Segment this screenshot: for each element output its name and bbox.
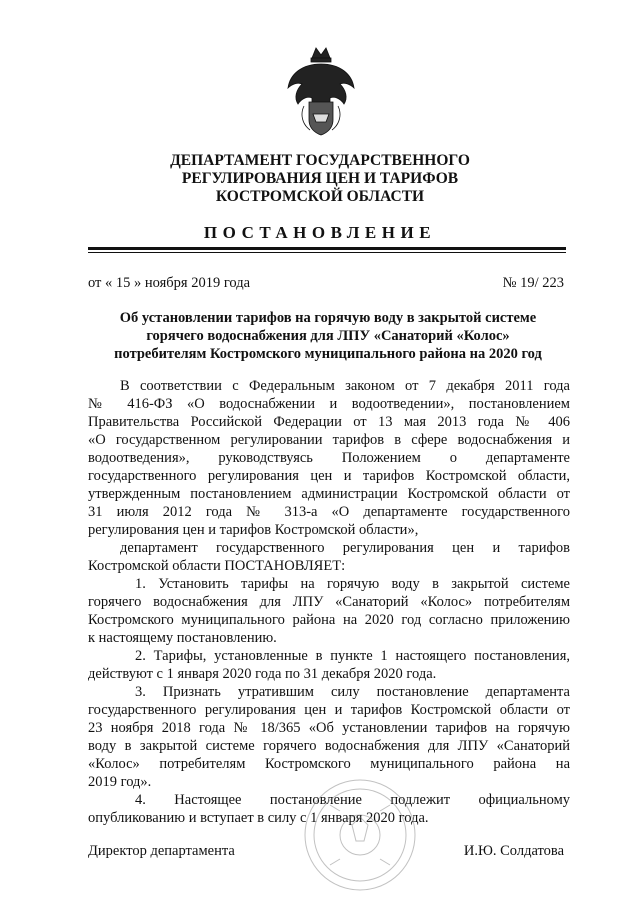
body-line: Костромской области ПОСТАНОВЛЯЕТ: xyxy=(88,558,346,574)
body-line: № 416-ФЗ «О водоснабжении и водоотведении», постановлением xyxy=(88,396,570,412)
body-line: регулирования цен и тарифов Костромской области», xyxy=(88,522,419,538)
header-divider-thin xyxy=(88,252,566,253)
subject-line: потребителям Костромского муниципального района на 2020 год xyxy=(114,346,542,362)
body-line: 23 ноября 2018 года № 18/365 «Об установлении тарифов на горячую xyxy=(88,720,570,736)
subject-line: горячего водоснабжения для ЛПУ «Санаторий «Колос» xyxy=(146,328,510,344)
body-line: 2. Тарифы, установленные в пункте 1 настоящего постановления, xyxy=(135,648,570,664)
body-line: воду в закрытой системе горячего водоснабжения для ЛПУ «Санаторий xyxy=(88,738,570,754)
body-line: 1. Установить тарифы на горячую воду в закрытой системе xyxy=(135,576,570,592)
body-line: государственного регулирования цен и тарифов Костромской области, xyxy=(88,468,570,484)
body-line: В соответствии с Федеральным законом от 7 декабря 2011 года xyxy=(120,378,570,394)
department-name-line: КОСТРОМСКОЙ ОБЛАСТИ xyxy=(215,188,425,205)
department-name-line: ДЕПАРТАМЕНТ ГОСУДАРСТВЕННОГО xyxy=(170,152,470,169)
body-line: водоотведения», руководствуясь Положением о департаменте xyxy=(88,450,570,466)
body-line: действуют с 1 января 2020 года по 31 декабря 2020 года. xyxy=(88,666,437,682)
body-line: горячего водоснабжения для ЛПУ «Санаторий «Колос» потребителям xyxy=(88,594,570,610)
document-type-title: ПОСТАНОВЛЕНИЕ xyxy=(203,223,437,242)
official-stamp xyxy=(300,775,420,895)
body-line: 4. Настоящее постановление подлежит официальному xyxy=(135,792,570,808)
signatory-position: Директор департамента xyxy=(88,843,235,859)
body-line: утвержденным постановлением администрации Костромской области от xyxy=(88,486,570,502)
document-number: № 19/ 223 xyxy=(502,275,564,291)
signatory-name: И.Ю. Солдатова xyxy=(463,843,564,859)
body-line: 3. Признать утратившим силу постановление департамента xyxy=(135,684,570,700)
body-line: Костромского муниципального района на 2020 год согласно приложению xyxy=(88,612,570,628)
body-line: Правительства Российской Федерации от 13 мая 2013 года № 406 xyxy=(88,414,570,430)
body-line: 2019 год». xyxy=(88,774,152,790)
body-line: государственного регулирования цен и тарифов Костромской области от xyxy=(88,702,570,718)
body-line: опубликованию и вступает в силу с 1 января 2020 года. xyxy=(88,810,429,826)
body-line: 31 июля 2012 года № 313-а «О департаменте государственного xyxy=(88,504,570,520)
header-divider-thick xyxy=(88,247,566,250)
coat-of-arms-emblem xyxy=(282,44,360,138)
body-line: к настоящему постановлению. xyxy=(88,630,277,646)
body-line: «О государственном регулировании тарифов в сфере водоснабжения и xyxy=(88,432,570,448)
body-line: департамент государственного регулирования цен и тарифов xyxy=(120,540,570,556)
document-date: от « 15 » ноября 2019 года xyxy=(88,275,251,291)
body-line: «Колос» потребителям Костромского муниципального района на xyxy=(88,756,570,772)
department-name-line: РЕГУЛИРОВАНИЯ ЦЕН И ТАРИФОВ xyxy=(181,170,459,187)
subject-line: Об установлении тарифов на горячую воду в закрытой системе xyxy=(119,310,537,326)
